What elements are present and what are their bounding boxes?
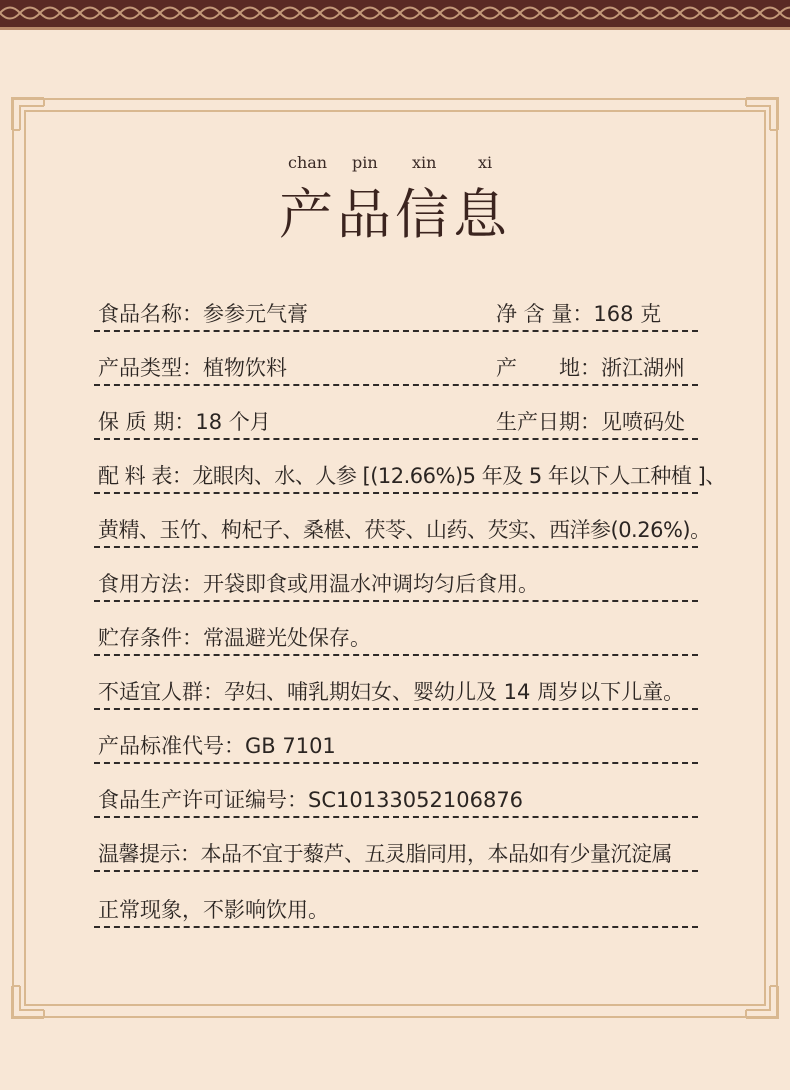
storage-field: 贮存条件：常温避光处保存。: [98, 626, 371, 650]
pinyin-pin: pin: [352, 153, 378, 172]
warning-line-2: 正常现象，不影响饮用。: [98, 898, 329, 922]
info-row: [94, 352, 698, 386]
license-number-field: 食品生产许可证编号：SC10133052106876: [98, 788, 524, 812]
corner-ornament-top-right: [742, 94, 782, 134]
page-title: 产品信息: [279, 183, 511, 246]
info-row: [94, 894, 698, 928]
warning-line-1: 温馨提示：本品不宜于藜芦、五灵脂同用，本品如有少量沉淀属: [98, 842, 672, 866]
corner-ornament-bottom-left: [8, 982, 48, 1022]
corner-ornament-bottom-right: [742, 982, 782, 1022]
shelf-life-field: 保 质 期：18 个月: [98, 410, 271, 434]
ingredients-line-1: 配 料 表：龙眼肉、水、人参 [(12.66%)5 年及 5 年以下人工种植 ]、: [98, 464, 726, 488]
info-row: [94, 838, 698, 872]
origin-field: 产 地：浙江湖州: [496, 356, 685, 380]
info-row: [94, 622, 698, 656]
net-content-field: 净 含 量：168 克: [496, 302, 662, 326]
ornament-pattern: [0, 0, 790, 27]
info-row: [94, 406, 698, 440]
ingredients-line-2: 黄精、玉竹、枸杞子、桑椹、茯苓、山药、芡实、西洋参(0.26%)。: [98, 518, 711, 542]
info-row: [94, 460, 726, 494]
usage-method-field: 食用方法：开袋即食或用温水冲调均匀后食用。: [98, 572, 539, 596]
info-row: [94, 730, 698, 764]
decorative-top-band: [0, 0, 790, 30]
info-row: [94, 514, 711, 548]
pinyin-xin: xin: [412, 153, 437, 172]
corner-ornament-top-left: [8, 94, 48, 134]
info-row: [94, 784, 698, 818]
info-row: [94, 676, 698, 710]
product-type-field: 产品类型：植物饮料: [98, 356, 287, 380]
info-row: [94, 298, 698, 332]
pinyin-chan: chan: [288, 153, 328, 172]
food-name-field: 食品名称：参参元气膏: [98, 302, 308, 326]
unsuitable-people-field: 不适宜人群：孕妇、哺乳期妇女、婴幼儿及 14 周岁以下儿童。: [98, 680, 685, 704]
standard-code-field: 产品标准代号：GB 7101: [98, 734, 336, 758]
production-date-field: 生产日期：见喷码处: [496, 410, 685, 434]
pinyin-xi: xi: [478, 153, 493, 172]
info-row: [94, 568, 698, 602]
